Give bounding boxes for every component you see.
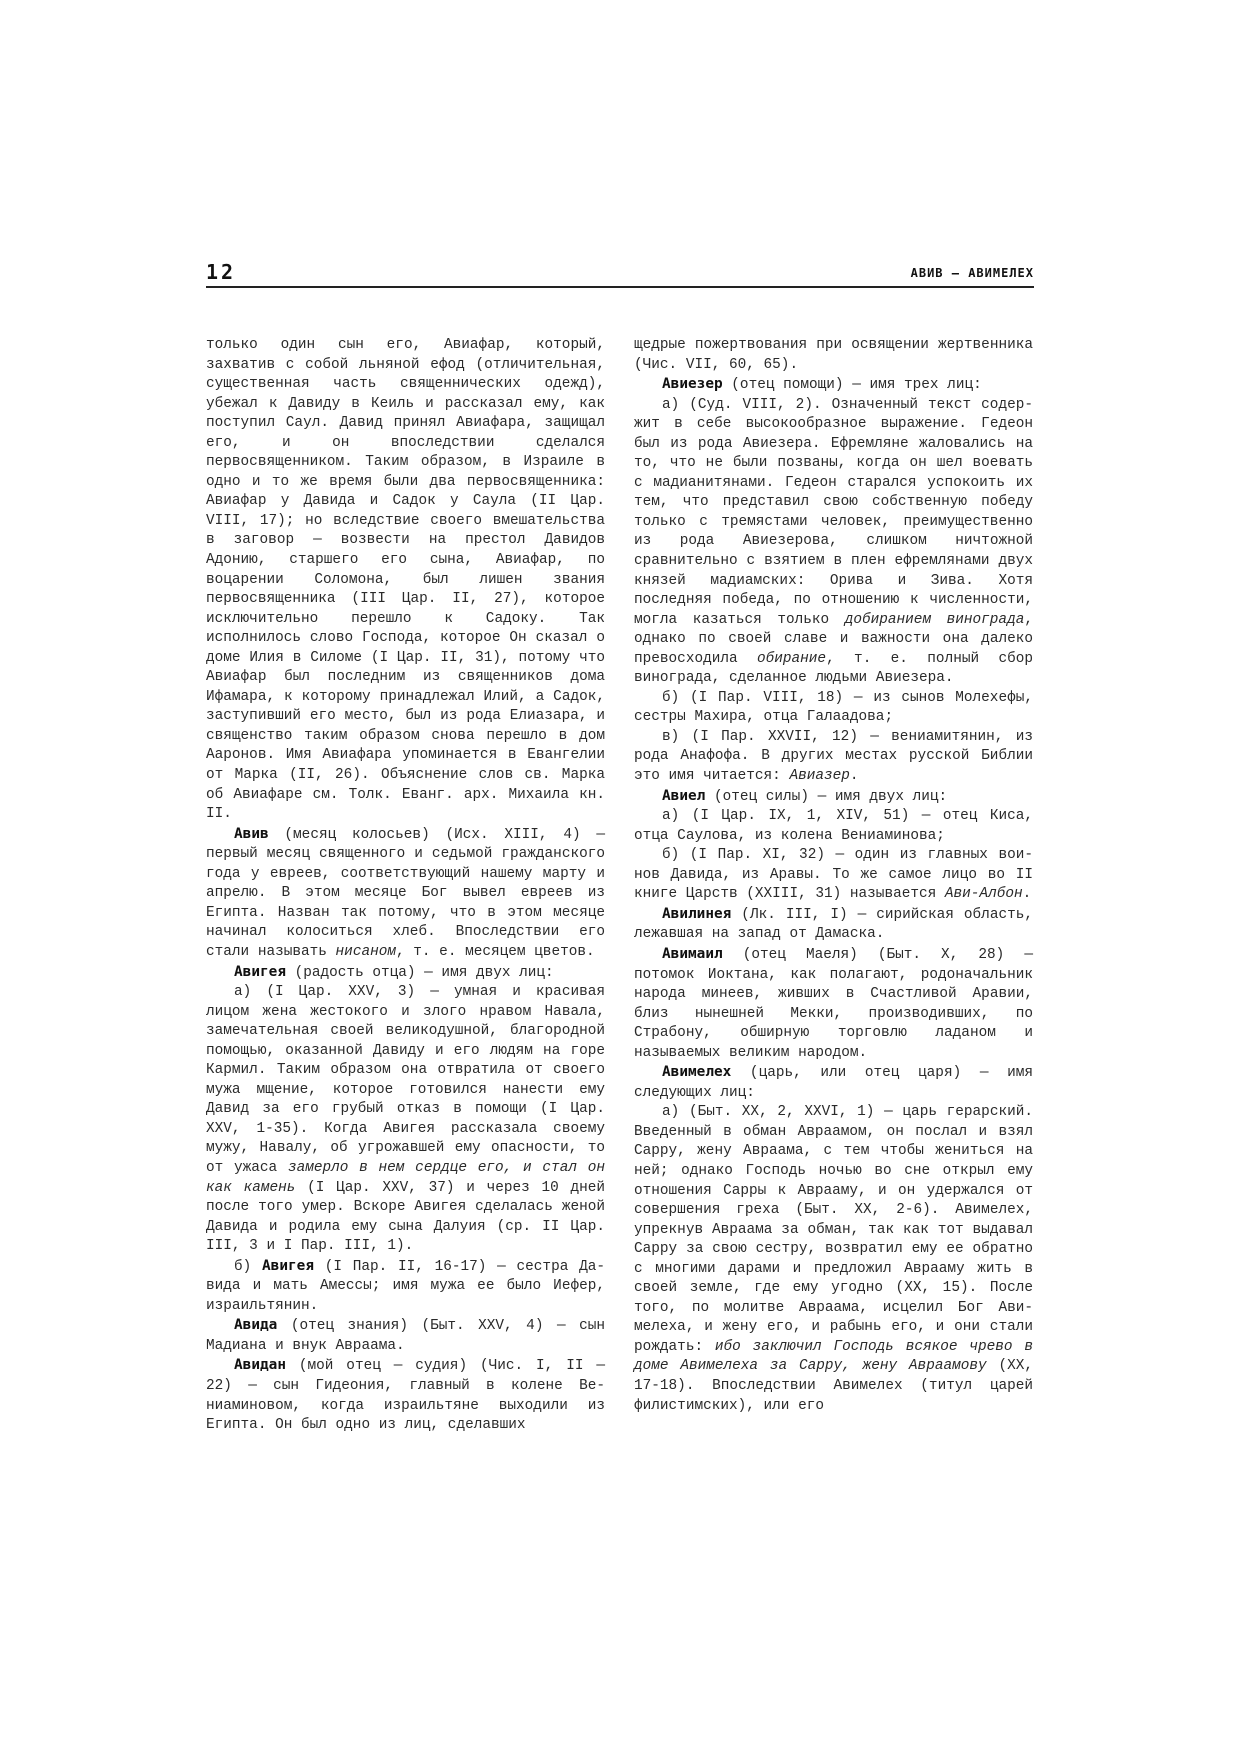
entry-text: б) (I Пар. XI, 32) — один из главных воинов Давида, из Аравы. То же самое лицо во II книге Царств (XXIII, 31) называется [634,847,1033,903]
entry-avimail [634,945,1033,1063]
entry-italic-text: нисаном [335,943,396,960]
entry-text: . [849,768,859,785]
entry-text: , т. е. месяцем цветов. [396,943,595,960]
running-head: АВИВ — АВИМЕЛЕХ [910,266,1034,280]
entry-text: , однако по своей славе и важности она далеко превосходила [634,611,1033,667]
entry-aviezer-b [634,689,1033,728]
entry-avida [206,1316,605,1356]
entry-aviel-a [634,807,1033,846]
entry-headword: Авиезер [662,376,723,393]
entry-text: (Лк. III, I) — сирийская область, лежавшая на запад от Дамаска. [634,906,1033,943]
entry-aviel-b [634,846,1033,905]
entry-headword: Авилинея [662,905,732,922]
entry-avimelekh-a [634,1103,1033,1416]
entry-text: только один сын его, Авиафар, который, захватив с собой льняной ефод (отличительная, существенная часть священнических одежд), убежал к Давиду в Кеиль и рассказал ему, как поступил Саул. Давид принял Авиафара, защищал его, и он впоследствии сделался первосвященником. Таким образом, в Израиле в одно и то же время были два первосвященника: Авиафар у Давида и Садок у Саула (II Цар. VIII, 17); но вследствие своего вмешательства в заговор — возвести на престол Давидов Адонию, старшего его сына, Авиафар, по воцарении Соломона, был лишен звания первосвященника (III Цар. II, 27), которое исключительно перешло к Садоку. Так исполнилось слово Господа, которое Он сказал о доме Илия в Силоме (I Цар. II, 31), потому что Авиафар был последним из священников дома Ифамара, к которому принадлежал Илий, а Садок, заступивший его место, был из рода Елиазара, и священство таким образом снова перешло в дом Ааронов. Имя Авиафара упоминается в Евангелии от Марка (II, 26). Объяснение слов св. Марка об Авиафаре см. Толк. Еванг. арх. Михаила кн. II. [206,337,605,823]
page-header [206,258,1034,288]
entry-continuation [206,336,605,825]
entry-text: (отец помощи) — имя трех лиц: [722,377,982,394]
entry-text: а) (Быт. XX, 2, XXVI, 1) — царь герарский. Введенный в обман Авраамом, он послал и взял Сарру, жену Авраама, с тем чтобы жениться на ней; однако Господь ночью во сне открыл ему отношения Сарры к Аврааму, и он удержался от совершения греха (Быт. XX, 2-6). Авимелех, упрекнув Авраама за обман, так как тот выдавал Сарру за свою сестру, возвратил ему ее обратно с многими дарами и предложил Аврааму жить в своей земле, где ему угодно (XX, 15). После того, по молитве Авраама, исцелил Бог Авимелеха, и жену его, и рабынь его, и они стали рождать: [634,1104,1033,1355]
entry-text: (царь, или отец царя) — имя следующих лиц: [634,1065,1033,1101]
entry-headword: Авида [234,1317,278,1334]
entry-text: а) (I Цар. IX, 1, XIV, 51) — отец Киса, отца Саулова, из колена Вениаминова; [634,808,1033,844]
entry-aviezer-a [634,396,1033,689]
entry-text: (I Пар. II, 16-17) — сестра Давида и мать Амессы; имя мужа ее было Иефер, израильтянин. [206,1258,605,1314]
entry-avigeya-b [206,1257,605,1317]
entry-italic-text: ибо заключил Господь всякое чрево в доме Авимелеха за Сарру, жену Авраамову [634,1338,1033,1375]
entry-italic-text: обирание [756,650,827,667]
entry-text: щедрые пожертвования при освящении жертвенника (Чис. VII, 60, 65). [634,337,1033,373]
entry-aviel [634,787,1033,808]
entry-text: б) [234,1258,262,1275]
entry-headword: Авив [234,825,269,842]
entry-text: (месяц колосьев) (Исх. XIII, 4) — первый месяц священного и седьмой гражданского года у евреев, соответствующий нашему марту и апрелю. В этом месяце Бог вывел евреев из Египта. Назван так потому, что в этом месяце начинал колоситься хлеб. Впоследствии его стали называть [206,826,605,960]
entry-text: (мой отец — судия) (Чис. I, II — 22) — сын Гидеония, главный в колене Вениаминовом, когда израильтяне выходили из Египта. Он был одно из лиц, сделавших [206,1358,605,1434]
entry-headword: Авиел [662,787,706,804]
entry-headword: Авидан [234,1357,286,1374]
entry-headword: Авигея [234,963,286,980]
entry-text: . [1022,886,1032,903]
entry-text: а) (Суд. VIII, 2). Означенный текст содержит в себе высокообразное выражение. Гедеон был из рода Авиезера. Ефремляне жаловались на то, что не были позваны, когда он шел воевать с мадианитянами. Гедеон старался успокоить их тем, что представил свою собственную победу только с тремястами человек, преимущественно из рода Авиезерова, слишком ничтожной сравнительно с взятием в плен ефремлянами двух князей мадиамских: Орива и Зива. Хотя последняя победа, по отношению к численности, могла казаться только [634,396,1033,628]
entry-avigeya [206,963,605,984]
entry-text: (отец Маеля) (Быт. X, 28) — потомок Иоктана, как полагают, родоначальник народа минеев, живших в Счастливой Аравии, близ нынешней Мекки, производивших, по Страбону, обширную торговлю ладаном и называемых великим народом. [634,946,1033,1061]
entry-avimelekh [634,1063,1033,1103]
entry-italic-text: замерло в нем сердце его, и стал он как камень [206,1159,605,1196]
page-number: 12 [206,260,237,284]
entry-aviezer-c [634,728,1033,787]
entry-headword: Авигея [262,1257,314,1274]
entry-avilineya [634,905,1033,945]
entry-text: (I Цар. XXV, 37) и через 10 дней после того умер. Вскоре Авигея сделалась женой Давида и родила ему сына Далуия (ср. II Цар. III, 3 и I Пар. III, 1). [206,1179,606,1255]
entry-headword: Авимелех [662,1064,732,1081]
entry-aviezer [634,375,1033,396]
entry-avigeya-a [206,983,605,1257]
entry-text: в) (I Пар. XXVII, 12) — вениамитянин, из рода Анафофа. В других местах русской Библии это имя читается: [634,728,1033,785]
entry-text: (отец знания) (Быт. XXV, 4) — сын Мадиана и внук Авраама. [206,1318,605,1354]
entry-text: (отец силы) — имя двух лиц: [705,788,948,805]
entry-aviv [206,825,605,963]
entry-headword: Авимаил [662,945,723,962]
entry-avidan [206,1356,605,1435]
entry-text: (XX, 17-18). Впоследствии Авимелех (титул царей филистимских), или его [634,1358,1034,1414]
entry-italic-text: Авиазер [789,768,850,785]
entry-continuation [634,336,1033,375]
right-column [634,336,1033,1416]
entry-text: б) (I Пар. VIII, 18) — из сынов Молехефы, сестры Махира, отца Галаадова; [634,689,1033,726]
entry-text: а) (I Цар. XXV, 3) — умная и красивая лицом жена жестокого и злого нравом Навала, замечательная своей великодушной, благородной помощью, оказанной Давиду и его людям на горе Кармил. Таким образом она отвратила от своего мужа мщение, которое готовился нанести ему Давид за его грубый отказ в помощи (I Цар. XXV, 1-35). Когда Авигея рассказала своему мужу, Навалу, об угрожавшей ему опасности, то от ужаса [206,984,605,1176]
entry-text: (радость отца) — имя двух лиц: [285,964,554,981]
entry-text: , т. е. полный сбор винограда, сделанное людьми Авиезера. [634,650,1033,687]
left-column [206,336,605,1436]
entry-italic-text: добиранием винограда [844,611,1025,628]
entry-italic-text: Ави-Албон [944,886,1023,903]
